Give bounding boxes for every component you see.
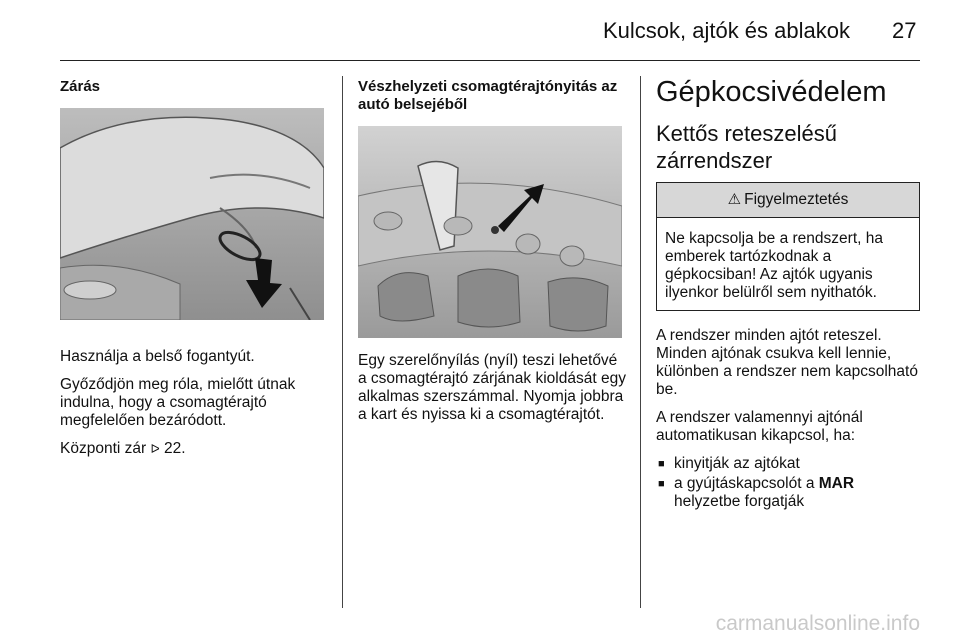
column-3 bbox=[656, 74, 922, 513]
page-ref-arrow-icon: ᐅ bbox=[150, 442, 160, 456]
column-2 bbox=[358, 74, 626, 434]
emergency-release-illustration bbox=[358, 126, 622, 338]
header-rule bbox=[60, 60, 920, 61]
column-divider-1 bbox=[342, 76, 343, 608]
figure-tailgate-handle bbox=[60, 108, 328, 320]
central-lock-label: Központi zár bbox=[60, 440, 147, 457]
warning-heading: Figyelmeztetés bbox=[744, 191, 849, 208]
column-divider-2 bbox=[640, 76, 641, 608]
section-heading-emergency-release: Vészhelyzeti csomagtérajtónyitás az autó belsejéből bbox=[358, 78, 618, 113]
list-item-text-after: helyzetbe forgatják bbox=[674, 493, 805, 510]
warning-header bbox=[657, 183, 919, 218]
paragraph-auto-disable: A rendszer valamennyi ajtónál automatikusan kikapcsol, ha: bbox=[656, 409, 863, 444]
condition-list bbox=[656, 455, 922, 511]
list-item-bold: MAR bbox=[818, 475, 855, 492]
watermark: carmanualsonline.info bbox=[715, 612, 920, 635]
bullet-square-icon: ■ bbox=[658, 458, 665, 470]
figure-emergency-release bbox=[358, 126, 626, 338]
bullet-square-icon: ■ bbox=[658, 478, 665, 490]
warning-body: Ne kapcsolja be a rendszert, ha emberek tartózkodnak a gépkocsiban! Az ajtók ugyanis ilyenkor belülről sem nyithatók. bbox=[665, 230, 883, 301]
header-title: Kulcsok, ajtók és ablakok bbox=[602, 18, 850, 43]
central-lock-page-link[interactable]: 22. bbox=[164, 440, 186, 457]
section-subtitle-deadlock: Kettős reteszelésű zárrendszer bbox=[656, 121, 837, 173]
list-item-text: kinyitják az ajtókat bbox=[674, 455, 800, 472]
paragraph-locks-all-doors: A rendszer minden ajtót reteszel. Minden ajtónak csukva kell lennie, különben a rendszer nem kapcsolható be. bbox=[656, 327, 918, 398]
list-item-text-before: a gyújtáskapcsolót a bbox=[674, 475, 815, 492]
page-number: 27 bbox=[892, 18, 917, 43]
paragraph-check-closed: Győződjön meg róla, mielőtt útnak indulna, hogy a csomagtérajtó megfelelően bezáródott. bbox=[60, 376, 296, 429]
list-item bbox=[656, 455, 922, 473]
paragraph-emergency-release: Egy szerelőnyílás (nyíl) teszi lehetővé a csomagtérajtó zárjának kioldását egy alkalmas szerszámmal. Nyomja jobbra a kart és nyissa ki a csomagtérajtót. bbox=[358, 352, 626, 423]
warning-triangle-icon: ⚠ bbox=[727, 191, 742, 208]
section-title-vehicle-security: Gépkocsivédelem bbox=[656, 76, 887, 108]
paragraph-central-lock-ref bbox=[60, 440, 328, 458]
column-1 bbox=[60, 74, 328, 468]
section-heading-closing: Zárás bbox=[60, 78, 101, 95]
list-item bbox=[656, 475, 922, 511]
warning-box bbox=[656, 182, 920, 311]
paragraph-use-handle: Használja a belső fogantyút. bbox=[60, 348, 255, 365]
tailgate-illustration bbox=[60, 108, 324, 320]
